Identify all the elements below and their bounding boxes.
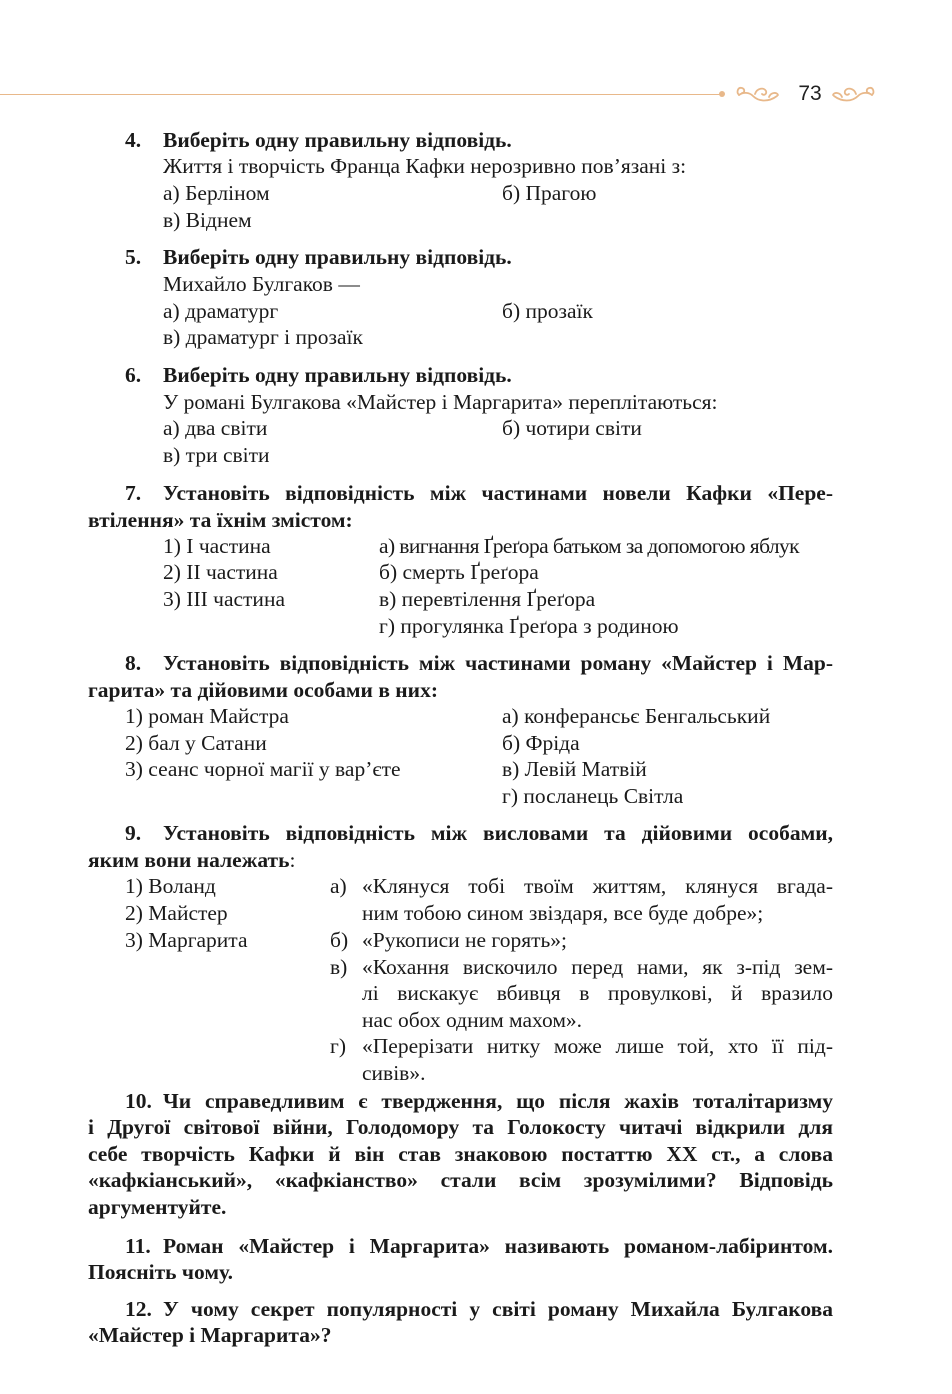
question-number: 12. [125, 1297, 152, 1321]
match-left-item: 3) Маргарита [125, 928, 248, 952]
answer-option: в) Віднем [163, 208, 252, 232]
question-prompt: Виберіть одну правильну відповідь. [163, 128, 512, 152]
question-text-line: Поясніть чому. [88, 1260, 233, 1284]
question-text-line: себе творчість Кафки й він став знаковою постаттю ХХ ст., а слова [88, 1142, 833, 1166]
question-text-line: «кафкіанський», «кафкіанство» стали всім зрозумілими? Відповідь [88, 1168, 833, 1192]
answer-option: а) два світи [163, 416, 268, 440]
match-right-item: «Кохання вискочило перед нами, як з-під зем- [362, 955, 833, 979]
match-right-marker: в) [330, 955, 348, 979]
match-right-item: в) Левій Матвій [502, 757, 647, 781]
question-number: 5. [125, 245, 142, 269]
match-left-item: 1) роман Майстра [125, 704, 289, 728]
question-prompt: Виберіть одну правильну відповідь. [163, 245, 512, 269]
match-right-marker: а) [330, 874, 347, 898]
match-right-item: г) прогулянка Ґреґора з родиною [379, 614, 679, 638]
question-text-line: Роман «Майстер і Маргарита» називають романом-лабіринтом. [163, 1234, 833, 1258]
question-text-line: «Майстер і Маргарита»? [88, 1323, 332, 1347]
match-left-item: 1) І частина [163, 534, 271, 558]
question-prompt: Виберіть одну правильну відповідь. [163, 363, 512, 387]
match-left-item: 3) ІІІ частина [163, 587, 285, 611]
match-left-item: 2) Майстер [125, 901, 228, 925]
question-number: 4. [125, 128, 142, 152]
question-number: 10. [125, 1089, 152, 1113]
question-number: 9. [125, 821, 142, 845]
match-right-item: г) посланець Світла [502, 784, 684, 808]
scroll-ornament-right-icon [830, 82, 878, 106]
question-stem: У романі Булгакова «Майстер і Маргарита» переплітаються: [163, 390, 718, 414]
answer-option: б) Прагою [502, 181, 597, 205]
match-right-item: «Рукописи не горять»; [362, 928, 568, 952]
question-prompt: Установіть відповідність між частинами роману «Майстер і Мар- [163, 651, 833, 675]
question-prompt: втілення» та їхнім змістом: [88, 508, 353, 532]
answer-option: б) чотири світи [502, 416, 642, 440]
match-right-item: а) конферансьє Бенгальський [502, 704, 771, 728]
match-right-item: лі вискакує вбивця в провулкові, й вразило [362, 981, 833, 1005]
header-rule [0, 94, 722, 95]
question-text-line: аргументуйте. [88, 1195, 227, 1219]
answer-option: в) три світи [163, 443, 270, 467]
match-right-item: б) смерть Ґреґора [379, 560, 539, 584]
question-prompt: яким вони належать: [88, 848, 296, 872]
match-right-item: нас обох одним махом». [362, 1008, 583, 1032]
match-left-item: 3) сеанс чорної магії у вар’єте [125, 757, 401, 781]
match-left-item: 1) Воланд [125, 874, 216, 898]
match-right-item: ним тобою сином звіздаря, все буде добре»; [362, 901, 764, 925]
question-text-line: Чи справедливим є твердження, що після жахів тоталітаризму [163, 1089, 833, 1113]
answer-option: в) драматург і прозаїк [163, 325, 363, 349]
question-text-line: У чому секрет популярності у світі роману Михайла Булгакова [163, 1297, 833, 1321]
question-prompt: гарита» та дійовими особами в них: [88, 678, 438, 702]
match-right-item: сивів». [362, 1061, 426, 1085]
question-number: 7. [125, 481, 142, 505]
match-right-item: в) перевтілення Ґреґора [379, 587, 596, 611]
match-right-marker: г) [330, 1034, 346, 1058]
header-rule-dot [719, 91, 725, 97]
question-stem: Михайло Булгаков — [163, 272, 360, 296]
question-number: 11. [125, 1234, 151, 1258]
question-prompt: Установіть відповідність між частинами новели Кафки «Пере- [163, 481, 833, 505]
answer-option: а) драматург [163, 299, 279, 323]
answer-option: а) Берліном [163, 181, 270, 205]
page-number: 73 [798, 82, 822, 105]
scroll-ornament-left-icon [733, 82, 781, 106]
match-right-item: б) Фріда [502, 731, 580, 755]
question-prompt: Установіть відповідність між висловами та дійовими особами, [163, 821, 833, 845]
question-text-line: і Другої світової війни, Голодомору та Голокосту читачі відкрили для [88, 1115, 833, 1139]
question-number: 8. [125, 651, 142, 675]
match-right-item: а) вигнання Ґреґора батьком за допомогою яблук [379, 534, 800, 558]
question-stem: Життя і творчість Франца Кафки нерозривно пов’язані з: [163, 154, 687, 178]
match-right-marker: б) [330, 928, 349, 952]
match-right-item: «Перерізати нитку може лише той, хто її під- [362, 1034, 833, 1058]
question-number: 6. [125, 363, 142, 387]
answer-option: б) прозаїк [502, 299, 593, 323]
match-left-item: 2) ІІ частина [163, 560, 278, 584]
match-right-item: «Клянуся тобі твоїм життям, клянуся вгада- [362, 874, 833, 898]
match-left-item: 2) бал у Сатани [125, 731, 267, 755]
